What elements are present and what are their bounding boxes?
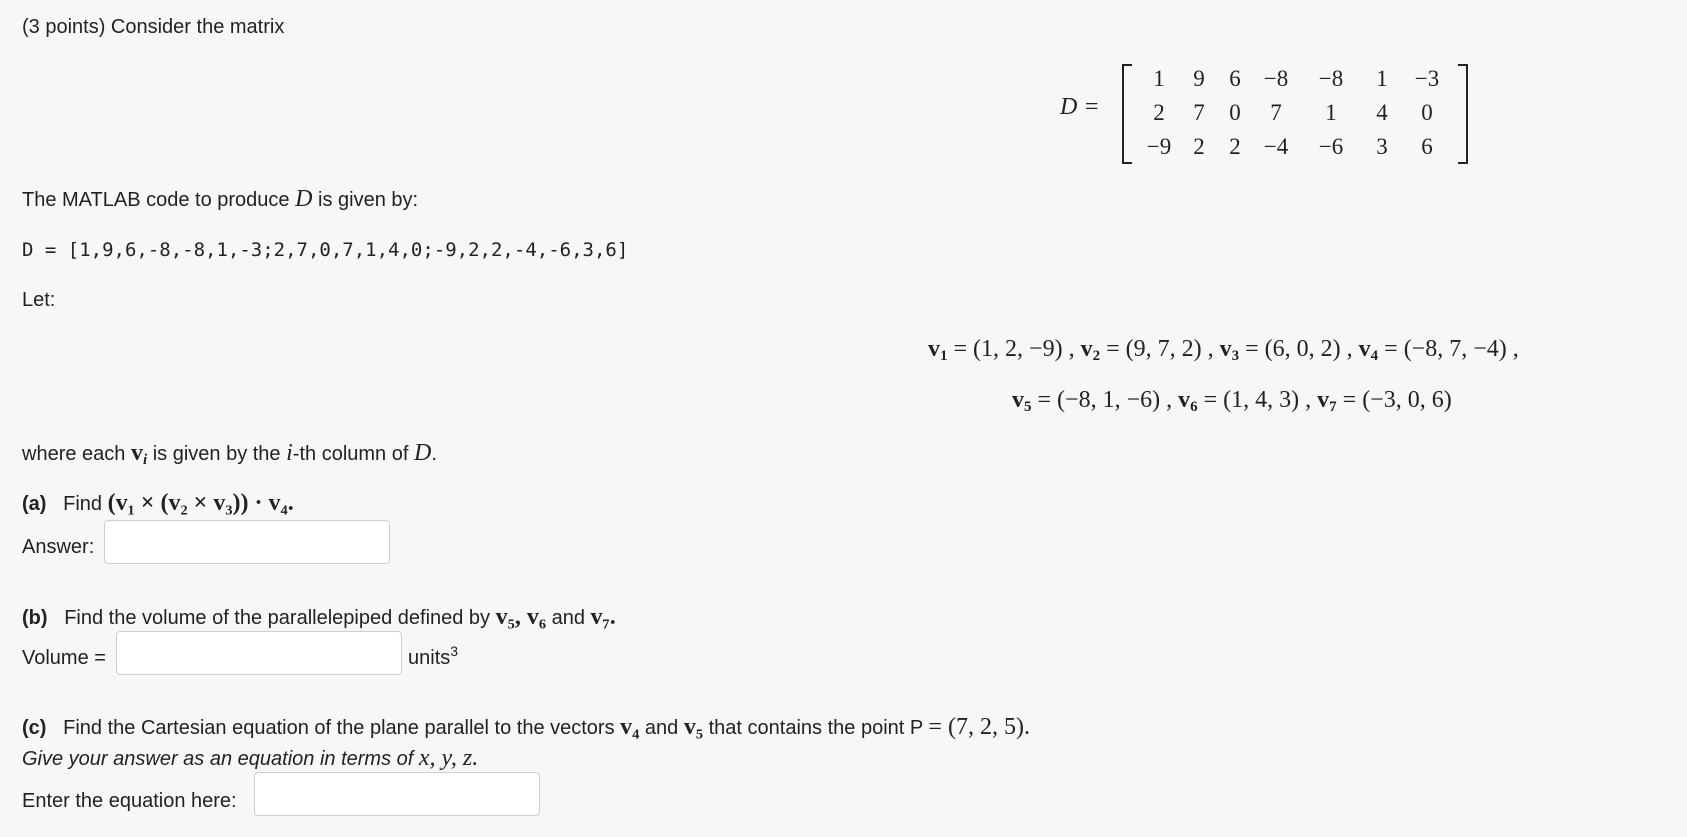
matrix-cell: 4 <box>1376 100 1388 125</box>
part-a-find: Find <box>63 493 103 515</box>
part-c-v4: v₄ <box>620 714 640 740</box>
part-b-text: Find the volume of the parallelepiped defined by <box>64 607 491 629</box>
matrix-cell: 2 <box>1229 134 1241 159</box>
matrix-cell: 0 <box>1229 100 1241 125</box>
part-b-last: v₇. <box>590 604 616 630</box>
vectors-line-1: $v_1 = (1$, 2, −9) , $v_2 = (9$, 7, 2) , $v_3 = (6$, 0, 2) , $v_4 = (-8$, 7, −4) , <box>928 336 1519 364</box>
volume-units-sup: 3 <box>450 643 459 659</box>
matlab-intro-var: D <box>295 186 313 212</box>
vector-name <box>1178 387 1198 413</box>
vector-value: (−8, 1, −6) <box>1057 387 1161 413</box>
equation-label: Enter the equation here: <box>22 790 237 812</box>
matrix-D <box>1122 62 1468 162</box>
matrix-cell: 3 <box>1376 134 1388 159</box>
part-c-and: and <box>644 717 679 739</box>
vector-value: (−3, 0, 6) <box>1362 387 1452 413</box>
where-vi-sub: i <box>142 452 148 468</box>
volume-units-text: units <box>408 647 451 669</box>
matlab-intro <box>22 186 418 213</box>
matrix-cell: −9 <box>1146 134 1172 159</box>
vector-letter: v <box>1080 336 1093 362</box>
part-c-text: Find the Cartesian equation of the plane parallel to the vectors <box>63 717 615 739</box>
vector-name <box>928 336 948 362</box>
matrix-cell: 1 <box>1325 100 1337 125</box>
matrix-lhs: D = <box>1060 94 1100 120</box>
vector-name <box>1220 336 1240 362</box>
where-vi-letter: v <box>130 440 143 466</box>
vector-index: 7 <box>1329 399 1337 415</box>
vector-value: (−8, 7, −4) <box>1403 336 1507 362</box>
vector-value: (6, 0, 2) <box>1264 336 1341 362</box>
volume-units <box>408 643 459 670</box>
let-label: Let: <box>22 289 56 311</box>
part-b-vecs: v₅, v₆ <box>495 604 547 630</box>
vector-value: (9, 7, 2) <box>1125 336 1202 362</box>
matlab-code: D = [1,9,6,-8,-8,1,-3;2,7,0,7,1,4,0;-9,2,2,-4,-6,3,6] <box>22 239 629 261</box>
answer-input[interactable] <box>104 520 390 564</box>
volume-input[interactable] <box>116 631 402 675</box>
equation-input[interactable] <box>254 772 540 816</box>
part-c-v5: v₅ <box>683 714 704 740</box>
matrix-cell: 0 <box>1421 100 1433 125</box>
part-b-label: (b) <box>22 607 48 629</box>
matrix-cell: 6 <box>1229 66 1241 91</box>
where-end: . <box>431 443 437 465</box>
vectors-line-2: $v_5 = (-8$, 1, −6) , $v_6 = (1$, 4, 3) , $v_7 = (-3$, 0, 6) <box>1012 387 1452 415</box>
vector-name <box>1081 336 1101 362</box>
part-a-expr: (v₁ × (v₂ × v₃)) · v₄. <box>107 490 294 516</box>
where-text <box>22 440 437 467</box>
part-a-question <box>22 490 294 517</box>
matrix-cell: 2 <box>1193 134 1205 159</box>
answer-label: Answer: <box>22 536 95 558</box>
matrix-grid <box>1138 62 1452 162</box>
vector-index: 6 <box>1190 399 1198 415</box>
part-c-contains: that contains the point P <box>708 717 923 739</box>
where-pre: where each <box>22 443 126 465</box>
matrix-cell: −6 <box>1318 134 1344 159</box>
vector-index: 4 <box>1370 348 1379 364</box>
matrix-cell: 9 <box>1193 66 1205 91</box>
part-c-hint <box>22 745 478 772</box>
question-header: (3 points) Consider the matrix <box>22 16 285 38</box>
vector-index: 1 <box>940 348 948 364</box>
matrix-cell: 7 <box>1270 100 1282 125</box>
part-c-label: (c) <box>22 717 47 739</box>
vector-letter: v <box>1317 387 1330 413</box>
vector-index: 5 <box>1024 399 1032 415</box>
where-i: i <box>286 440 293 466</box>
part-c-question <box>22 714 1030 741</box>
matrix-left-bracket <box>1122 64 1132 164</box>
part-b-and: and <box>551 607 585 629</box>
vector-letter: v <box>928 336 940 362</box>
matrix-cell: −8 <box>1263 66 1289 91</box>
matrix-cell: 2 <box>1153 100 1165 125</box>
where-mid: is given by the <box>152 443 281 465</box>
part-c-point: = (7, 2, 5). <box>928 714 1030 740</box>
matrix-cell: 1 <box>1153 66 1165 91</box>
part-b-question <box>22 604 616 631</box>
vector-name <box>1359 336 1379 362</box>
part-c-hint-text: Give your answer as an equation in terms of <box>22 748 414 770</box>
part-c-hint-vars: x, y, z. <box>418 745 479 771</box>
part-a-label: (a) <box>22 493 47 515</box>
matrix-cell: −3 <box>1414 66 1440 91</box>
vector-letter: v <box>1012 387 1024 413</box>
matrix-cell: 6 <box>1421 134 1433 159</box>
matrix-cell: 7 <box>1193 100 1205 125</box>
matrix-cell: 1 <box>1376 66 1388 91</box>
where-post: -th column of <box>292 443 409 465</box>
vector-index: 2 <box>1092 348 1101 364</box>
matrix-cell: −8 <box>1318 66 1344 91</box>
volume-label: Volume = <box>22 647 106 669</box>
matlab-intro-suffix: is given by: <box>318 189 419 211</box>
matrix-cell: −4 <box>1263 134 1289 159</box>
vector-name <box>1317 387 1337 413</box>
where-D: D <box>413 440 432 466</box>
matrix-right-bracket <box>1458 64 1468 164</box>
vector-value: (1, 2, −9) <box>973 336 1063 362</box>
vector-letter: v <box>1219 336 1232 362</box>
vector-index: 3 <box>1231 348 1240 364</box>
vector-letter: v <box>1358 336 1371 362</box>
matlab-intro-text: The MATLAB code to produce <box>22 189 290 211</box>
vector-name <box>1012 387 1032 413</box>
vector-letter: v <box>1178 387 1191 413</box>
where-vi <box>131 440 147 466</box>
vector-value: (1, 4, 3) <box>1223 387 1300 413</box>
